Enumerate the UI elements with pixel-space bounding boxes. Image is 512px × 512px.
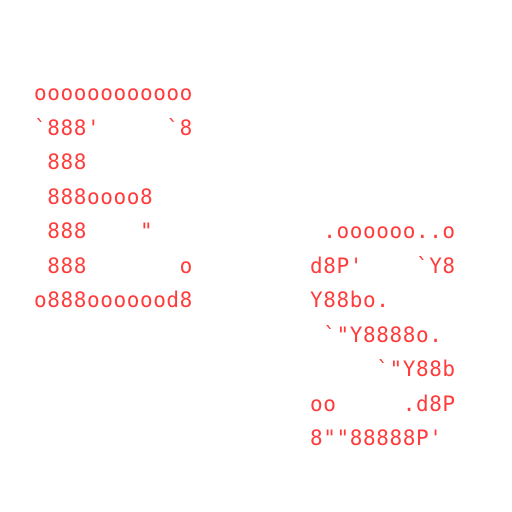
ascii-line: 888oooo8: [34, 184, 154, 209]
ascii-line: oo .d8P: [310, 391, 456, 416]
ascii-line: 888 o: [34, 253, 193, 278]
ascii-letter-e: [34, 76, 193, 318]
ascii-line: d8P' `Y8: [310, 253, 456, 278]
ascii-line: `"Y8888o.: [310, 322, 443, 347]
ascii-letter-s: [310, 214, 456, 456]
ascii-line: .oooooo..o: [310, 219, 456, 243]
ascii-line: 888 ": [34, 219, 154, 243]
ascii-line: `888' `8: [34, 115, 193, 140]
ascii-line: o888ooooood8: [34, 288, 193, 312]
ascii-line: 8""88888P': [310, 426, 443, 450]
ascii-line: `"Y88b: [310, 357, 456, 381]
ascii-line: oooooooooooo: [34, 81, 193, 105]
ascii-line: 888: [34, 150, 87, 174]
ascii-line: Y88bo.: [310, 288, 390, 312]
